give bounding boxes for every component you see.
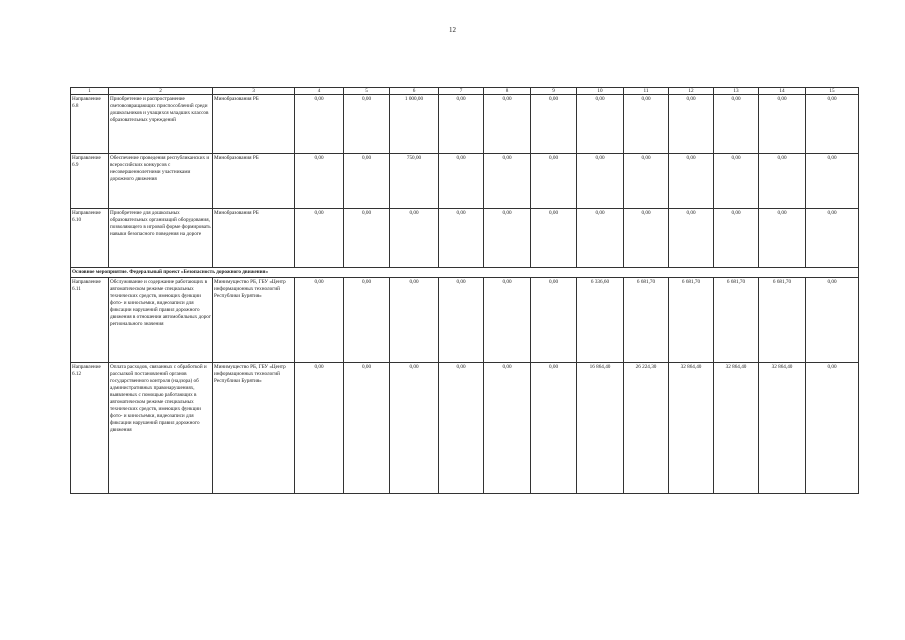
row-name: Приобретение и распространение световозвращающих приспособлений среди дошкольников и учащихся младших классов образовательных учреждений [109,95,213,154]
value-cell: 0,00 [295,278,344,363]
value-cell: 0,00 [390,209,439,268]
value-cell: 0,00 [295,209,344,268]
value-cell: 1 000,00 [390,95,439,154]
value-cell: 0,00 [439,278,484,363]
value-cell: 0,00 [577,209,624,268]
value-cell: 0,00 [531,278,577,363]
row-code: Направление 6.11 [71,278,109,363]
value-cell: 0,00 [484,209,531,268]
table-row [71,95,859,154]
row-executor: Минимущество РБ, ГБУ «Центр информационных технологий Республики Бурятия» [213,363,295,494]
section-row [71,268,859,278]
value-cell: 0,00 [714,154,759,209]
row-executor: Минобразования РБ [213,95,295,154]
value-cell: 0,00 [344,363,390,494]
value-cell: 0,00 [669,154,714,209]
value-cell: 0,00 [344,209,390,268]
header-row [71,88,859,95]
value-cell: 0,00 [806,95,859,154]
header-cell: 15 [806,88,859,95]
row-name: Оплата расходов, связанных с обработкой и рассылкой постановлений органов государственного контроля (надзора) об административных правонарушениях, выявленных с помощью работающих в автоматическом режиме специальных технических средств, имеющих функции фото- и киносъемки, видеозаписи для фиксации нарушений правил дорожного движения [109,363,213,494]
value-cell: 6 681,70 [669,278,714,363]
row-name: Приобретение для дошкольных образовательных организаций оборудования, позволяющего в игровой форме формировать навыки безопасного поведения на дороге [109,209,213,268]
value-cell: 0,00 [484,154,531,209]
header-cell: 1 [71,88,109,95]
value-cell: 0,00 [669,95,714,154]
value-cell: 0,00 [484,363,531,494]
row-code: Направление 6.9 [71,154,109,209]
value-cell: 0,00 [624,154,669,209]
value-cell: 6 681,70 [759,278,806,363]
value-cell: 0,00 [295,363,344,494]
value-cell: 0,00 [759,209,806,268]
row-name: Обеспечение проведения республиканских и всероссийских конкурсов с несовершеннолетними участниками дорожного движения [109,154,213,209]
value-cell: 0,00 [806,209,859,268]
value-cell: 0,00 [390,363,439,494]
header-cell: 12 [669,88,714,95]
header-cell: 3 [213,88,295,95]
page-number: 12 [449,26,456,34]
value-cell: 0,00 [390,278,439,363]
value-cell: 0,00 [531,154,577,209]
value-cell: 0,00 [439,363,484,494]
value-cell: 0,00 [759,154,806,209]
value-cell: 0,00 [531,363,577,494]
row-executor: Минобразования РБ [213,154,295,209]
value-cell: 6 336,60 [577,278,624,363]
row-code: Направление 6.8 [71,95,109,154]
value-cell: 16 864,40 [577,363,624,494]
value-cell: 32 864,40 [669,363,714,494]
value-cell: 0,00 [577,95,624,154]
value-cell: 0,00 [531,95,577,154]
value-cell: 750,00 [390,154,439,209]
value-cell: 0,00 [714,95,759,154]
table-row [71,363,859,494]
table-row [71,209,859,268]
value-cell: 0,00 [484,95,531,154]
header-cell: 8 [484,88,531,95]
header-cell: 14 [759,88,806,95]
table-row [71,154,859,209]
value-cell: 0,00 [439,209,484,268]
value-cell: 0,00 [577,154,624,209]
value-cell: 0,00 [669,209,714,268]
value-cell: 0,00 [531,209,577,268]
value-cell: 0,00 [439,154,484,209]
header-cell: 10 [577,88,624,95]
value-cell: 26 224,30 [624,363,669,494]
value-cell: 0,00 [344,95,390,154]
value-cell: 0,00 [344,278,390,363]
row-name: Обслуживание и содержание работающих в автоматическом режиме специальных технических средств, имеющих функции фото- и киносъемки, видеозаписи для фиксации нарушений правил дорожного движения в отношении автомобильных дорог регионального значения [109,278,213,363]
header-cell: 5 [344,88,390,95]
row-code: Направление 6.10 [71,209,109,268]
header-cell: 9 [531,88,577,95]
value-cell: 6 681,70 [714,278,759,363]
value-cell: 0,00 [344,154,390,209]
row-code: Направление 6.12 [71,363,109,494]
value-cell: 32 864,40 [714,363,759,494]
header-cell: 4 [295,88,344,95]
value-cell: 0,00 [806,363,859,494]
value-cell: 0,00 [624,209,669,268]
value-cell: 0,00 [806,278,859,363]
value-cell: 0,00 [439,95,484,154]
value-cell: 0,00 [295,95,344,154]
value-cell: 0,00 [714,209,759,268]
value-cell: 0,00 [295,154,344,209]
table-row [71,278,859,363]
value-cell: 32 864,40 [759,363,806,494]
header-cell: 2 [109,88,213,95]
value-cell: 6 681,70 [624,278,669,363]
header-cell: 11 [624,88,669,95]
budget-table [70,87,859,494]
value-cell: 0,00 [484,278,531,363]
section-title: Основное мероприятие. Федеральный проект «Безопасность дорожного движения» [71,268,859,278]
header-cell: 6 [390,88,439,95]
row-executor: Минобразования РБ [213,209,295,268]
value-cell: 0,00 [759,95,806,154]
value-cell: 0,00 [624,95,669,154]
row-executor: Минимущество РБ, ГБУ «Центр информационных технологий Республики Бурятия» [213,278,295,363]
header-cell: 13 [714,88,759,95]
header-cell: 7 [439,88,484,95]
value-cell: 0,00 [806,154,859,209]
